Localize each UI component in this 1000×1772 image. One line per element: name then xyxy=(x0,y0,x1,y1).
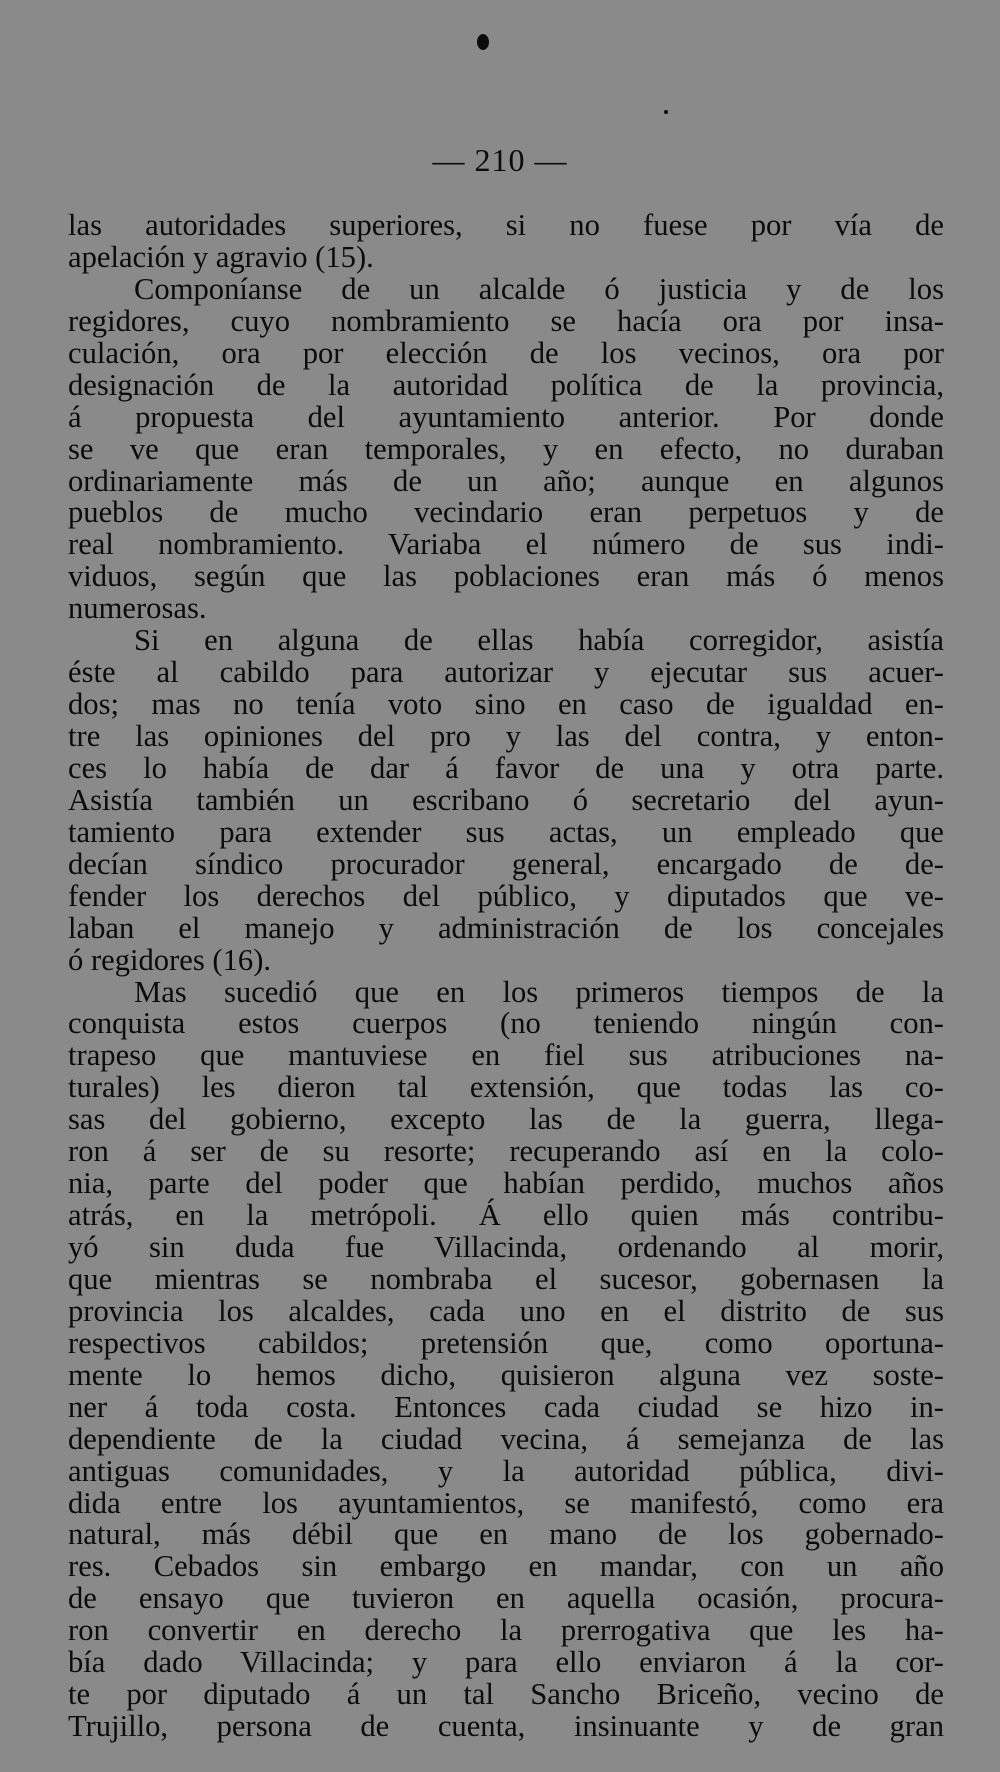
text-line: natural, más débil que en mano de los gobernado- xyxy=(68,1517,944,1552)
text-line: de ensayo que tuvieron en aquella ocasión, procura- xyxy=(68,1581,944,1616)
text-line: trapeso que mantuviese en fiel sus atribuciones na- xyxy=(68,1038,944,1073)
text-line: laban el manejo y administración de los concejales xyxy=(68,910,944,945)
text-line: dos; mas no tenía voto sino en caso de igualdad en- xyxy=(68,687,944,722)
text-line: Asistía también un escribano ó secretario del ayun- xyxy=(68,782,944,817)
text-line: decían síndico procurador general, encargado de de- xyxy=(68,846,944,881)
page-number-header: — 210 — xyxy=(432,142,568,178)
text-line: pueblos de mucho vecindario eran perpetuos y de xyxy=(68,495,944,530)
text-line: sas del gobierno, excepto las de la guerra, llega- xyxy=(68,1102,944,1137)
text-line: dependiente de la ciudad vecina, á semejanza de las xyxy=(68,1421,944,1456)
text-line: fender los derechos del público, y diputados que ve- xyxy=(68,878,944,913)
text-line: que mientras se nombraba el sucesor, gobernasen la xyxy=(68,1261,944,1296)
ink-dot xyxy=(664,110,668,114)
text-line: ces lo había de dar á favor de una y otra parte. xyxy=(68,750,944,785)
text-line: Trujillo, persona de cuenta, insinuante y de gran xyxy=(68,1709,944,1744)
text-line: ron á ser de su resorte; recuperando así en la colo- xyxy=(68,1134,944,1169)
text-line: bía dado Villacinda; y para ello enviaron á la cor- xyxy=(68,1645,944,1680)
text-line: tamiento para extender sus actas, un empleado que xyxy=(68,814,944,849)
text-line: ó regidores (16). xyxy=(68,942,272,977)
text-line: Mas sucedió que en los primeros tiempos de la xyxy=(134,974,944,1009)
text-line: mente lo hemos dicho, quisieron alguna vez soste- xyxy=(68,1357,944,1392)
text-line: viduos, según que las poblaciones eran más ó menos xyxy=(68,559,944,594)
body-text xyxy=(68,210,944,1743)
text-line: res. Cebados sin embargo en mandar, con un año xyxy=(68,1549,944,1584)
text-line: regidores, cuyo nombramiento se hacía ora por insa- xyxy=(68,303,944,338)
text-line: conquista estos cuerpos (no teniendo ningún con- xyxy=(68,1006,944,1041)
text-line: ordinariamente más de un año; aunque en algunos xyxy=(68,463,944,498)
text-line: Componíanse de un alcalde ó justicia y de los xyxy=(134,271,944,306)
text-line: éste al cabildo para autorizar y ejecutar sus acuer- xyxy=(68,655,944,690)
text-line: ner á toda costa. Entonces cada ciudad se hizo in- xyxy=(68,1389,944,1424)
text-line: se ve que eran temporales, y en efecto, no duraban xyxy=(68,431,944,466)
text-line: atrás, en la metrópoli. Á ello quien más contribu- xyxy=(68,1198,944,1233)
text-line: designación de la autoridad política de la provincia, xyxy=(68,367,944,402)
text-line: turales) les dieron tal extensión, que todas las co- xyxy=(68,1070,944,1105)
text-line: Si en alguna de ellas había corregidor, asistía xyxy=(134,623,944,658)
text-line: provincia los alcaldes, cada uno en el distrito de sus xyxy=(68,1293,944,1328)
text-line: real nombramiento. Variaba el número de sus indi- xyxy=(68,527,944,562)
text-line: yó sin duda fue Villacinda, ordenando al morir, xyxy=(68,1230,944,1264)
text-line: las autoridades superiores, si no fuese por vía de xyxy=(68,208,944,242)
text-line: antiguas comunidades, y la autoridad pública, divi- xyxy=(68,1453,944,1488)
text-line: te por diputado á un tal Sancho Briceño, vecino de xyxy=(68,1677,944,1712)
text-line: respectivos cabildos; pretensión que, como oportuna- xyxy=(68,1325,944,1360)
text-line: dida entre los ayuntamientos, se manifestó, como era xyxy=(68,1485,944,1520)
text-line: culación, ora por elección de los vecinos, ora por xyxy=(68,335,944,370)
text-line: nia, parte del poder que habían perdido, muchos años xyxy=(68,1166,944,1201)
text-line: ron convertir en derecho la prerrogativa que les ha- xyxy=(68,1613,944,1648)
text-line: tre las opiniones del pro y las del contra, y enton- xyxy=(68,719,944,753)
text-line: apelación y agravio (15). xyxy=(68,239,374,274)
text-line: á propuesta del ayuntamiento anterior. Por donde xyxy=(68,399,944,434)
text-line: numerosas. xyxy=(68,591,207,626)
ink-speck xyxy=(477,34,489,50)
